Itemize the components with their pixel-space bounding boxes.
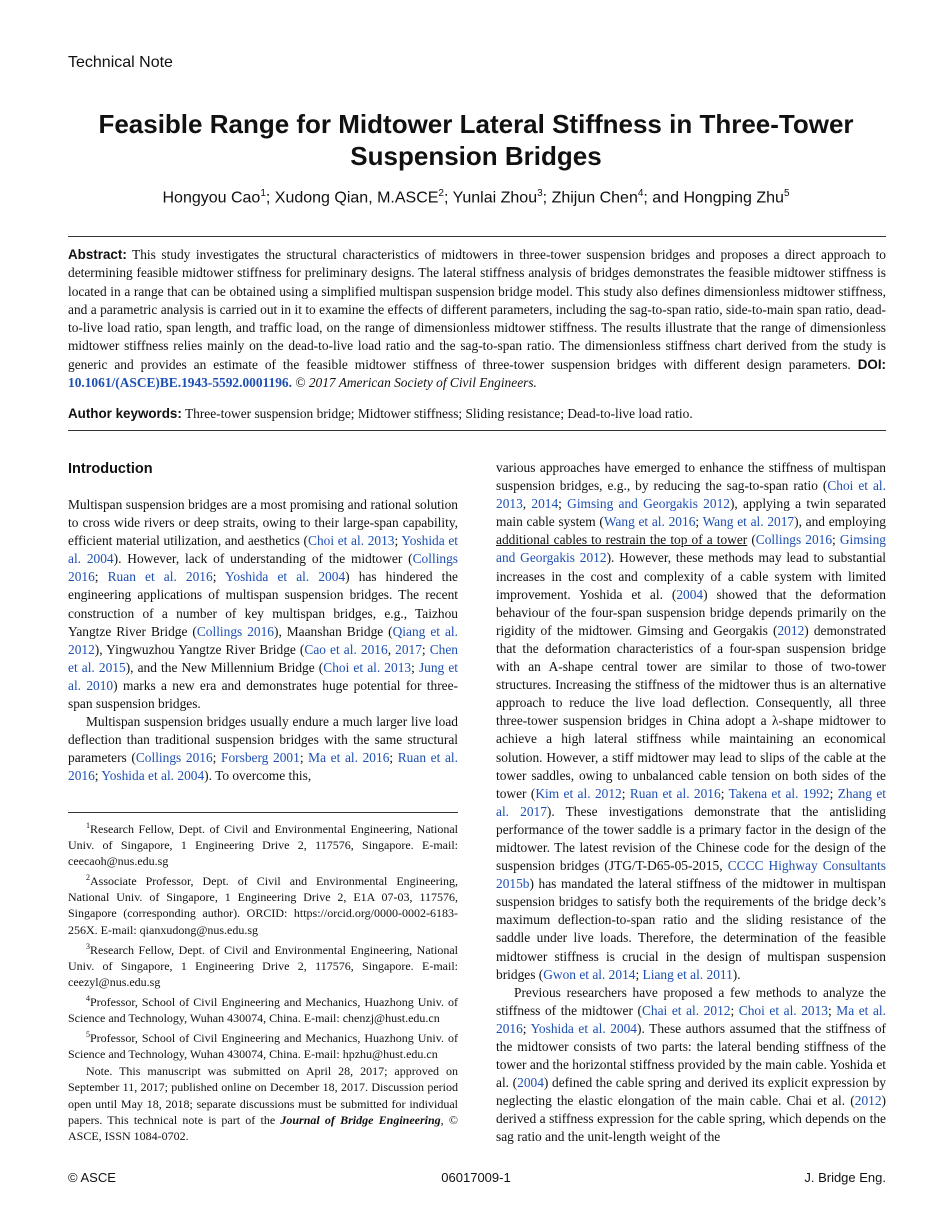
section-heading-introduction: Introduction [68,461,153,477]
body-text: ) has hindered the engineering applications of multispan suspension bridges. The recent construction of a number of key multispan bridges, e.g., Taizhou Yangtze River Bridge ( [68,569,459,639]
footer-page-id: 06017009-1 [441,1170,511,1185]
body-text: ). To overcome this, [204,768,312,784]
body-text: ; [421,641,430,657]
body-text: ; [411,659,419,675]
citation-link[interactable]: Gimsing and Georgakis 2012 [496,532,886,566]
author-name: Hongping Zhu [683,189,784,207]
author-affiliation-marker: 1 [260,188,266,199]
body-text: ; [621,785,630,801]
body-text: Previous researchers have proposed a few methods to analyze the stiffness of the midtower ( [496,984,886,1018]
citation-link[interactable]: 2012 [854,1093,882,1109]
citation-link[interactable]: Collings 2016 [755,532,833,548]
author-separator: ; [542,189,552,207]
body-text: ). However, these methods may lead to substantial increases in the cost and complexity of a cable system with limited improvement. Yoshida et al. ( [496,550,886,602]
citation-link[interactable]: Ma et al. 2016 [308,750,390,766]
body-text: ). However, lack of understanding of the midtower ( [113,551,413,567]
citation-link[interactable]: Yoshida et al. 2004 [68,533,459,567]
author-separator: ; and [643,189,684,207]
citation-link[interactable]: Choi et al. 2013 [323,659,412,675]
doi-link[interactable]: 10.1061/(ASCE)BE.1943-5592.0001196. [68,375,292,391]
affiliation-footnote [68,1027,458,1062]
body-text: ; [394,533,402,549]
body-text: ; [389,750,398,766]
footnote-text: Professor, School of Civil Engineering and Mechanics, Huazhong Univ. of Science and Technology, Wuhan 430074, China. E-mail: chenzj@hust.edu.cn [68,994,458,1026]
footnote-text: Research Fellow, Dept. of Civil and Environmental Engineering, National Univ. of Singapore, 1 Engineering Drive 2, 117576, Singapore. E-mail: ceecaoh@nus.edu.sg [68,822,458,869]
intro-paragraph-2 [68,713,458,785]
body-text: ; [212,569,226,585]
citation-link[interactable]: Yoshida et al. 2004 [225,569,346,585]
body-text: ; [212,750,222,766]
citation-link[interactable]: Ruan et al. 2016 [107,569,213,585]
author-keywords [68,405,886,423]
body-text: ). These investigations demonstrate that the antisliding performance of the tower saddle is a primary factor in the design of the midtower. The latest revision of the Chinese code for the design of the suspension bridges (JTG/T-D65-05-2015, [496,803,886,874]
keywords-bottom-divider [68,430,886,431]
body-text: ; [94,569,108,585]
footnote-marker: 5 [86,1030,90,1040]
citation-link[interactable]: 2014 [531,496,559,512]
footer-publisher: © ASCE [68,1170,116,1185]
abstract-top-divider [68,236,886,237]
body-text: ) defined the cable spring and derived its explicit expression by neglecting the elastic elongation of the main cable. Chai et al. ( [496,1075,886,1109]
right-paragraph-2 [496,984,886,1147]
citation-link[interactable]: Jung et al. 2010 [68,659,459,693]
citation-link[interactable]: Chen et al. 2015 [68,641,458,675]
keywords-label: Author keywords: [68,406,182,421]
citation-link[interactable]: Wang et al. 2017 [702,514,795,530]
author-name: Zhijun Chen [551,189,638,207]
body-text: ; [832,532,840,548]
citation-link[interactable]: Chai et al. 2012 [641,1002,731,1018]
author-list [40,188,912,207]
abstract-text: This study investigates the structural characteristics of midtowers in three-tower suspension bridges and proposes a direct approach to determining feasible midtower stiffness for preliminary designs. The lateral stiffness analysis of bridges demonstrates the feasible midtower stiffness is located in a range that can be obtained using a simplified multispan suspension bridge model. This study also defines dimensionless midtower stiffness, and a parametric analysis is carried out in it to examine the effects of different parameters, including the sag-to-span ratio, side-to-main span ratio, dead-to-live load ratio, span length, and traffic load, on the range of dimensionless midtower stiffness. The results illustrate that the range of dimensionless midtower stiffness relies mainly on the dead-to-live load ratio and the sag-to-span ratio. The dimensionless stiffness chart derived from the study is generic and provides an estimate of the feasible midtower stiffness of three-tower suspension bridges with different design parameters. [68,247,886,372]
body-text: ) derived a stiffness expression for the cable spring, which depends on the sag ratio and the unit-length weight of the [496,1093,886,1145]
body-text: additional cables to restrain the top of a tower [496,532,748,548]
manuscript-note [68,1063,458,1143]
body-text: ), and the New Millennium Bridge ( [125,659,324,675]
footnote-text: Associate Professor, Dept. of Civil and Environmental Engineering, National Univ. of Singapore, 1 Engineering Drive 2, E1A 07-03, 117576, Singapore (corresponding author). ORCID: https://orcid.org/0000-0002-6183-256X. E-mail: qianxudong@nus.edu.sg [68,874,458,937]
citation-link[interactable]: Ruan et al. 2016 [629,785,721,801]
affiliation-footnote [68,818,458,869]
citation-link[interactable]: Collings 2016 [68,551,459,585]
citation-link[interactable]: Qiang et al. 2012 [68,623,458,657]
citation-link[interactable]: 2004 [517,1075,544,1091]
body-text: ; [299,750,309,766]
citation-link[interactable]: 2012 [777,622,805,638]
footnote-marker: 2 [86,873,90,883]
citation-link[interactable]: Collings 2016 [196,623,274,639]
citation-link[interactable]: Kim et al. 2012 [535,785,622,801]
footnote-divider [68,812,458,813]
manuscript-note-tail: , © ASCE, ISSN 1084-0702. [68,1112,458,1143]
right-paragraph-1 [496,459,886,984]
author-separator: ; [265,189,275,207]
keywords-text: Three-tower suspension bridge; Midtower stiffness; Sliding resistance; Dead-to-live load ratio. [184,406,693,421]
author-separator: ; [443,189,453,207]
citation-link[interactable]: CCCC Highway Consultants 2015b [496,858,886,892]
footnote-marker: 4 [86,993,90,1003]
body-text: ), applying a twin separated main cable system ( [496,496,886,530]
affiliation-footnote [68,939,458,990]
citation-link[interactable]: Takena et al. 1992 [728,785,830,801]
footnote-text: Professor, School of Civil Engineering and Mechanics, Huazhong Univ. of Science and Technology, Wuhan 430074, China. E-mail: hpzhu@hust.edu.cn [68,1031,458,1062]
citation-link[interactable]: Choi et al. 2013 [308,533,395,549]
body-text: Multispan suspension bridges usually endure a much larger live load deflection than traditional suspension bridges with the same structural parameters ( [68,714,458,766]
body-text: ), Maanshan Bridge ( [273,623,393,639]
copyright-notice: © 2017 American Society of Civil Engineers. [295,375,537,391]
body-text: ; [94,768,102,784]
affiliation-footnote [68,991,458,1026]
article-type-label: Technical Note [68,54,173,71]
intro-paragraph-1 [68,496,458,713]
body-text: ). These authors assumed that the stiffness of the midtower consists of two parts: the lateral bending stiffness of the tower and the horizontal stiffness provided by the main cable. Yoshida et al. ( [496,1020,886,1091]
body-text: ; [720,785,729,801]
citation-link[interactable]: Forsberg 2001 [221,750,300,766]
citation-link[interactable]: Choi et al. 2013 [496,478,886,512]
body-text: ; [730,1002,739,1018]
doi-label: DOI: [857,356,886,372]
affiliation-footnote [68,870,458,937]
citation-link[interactable]: Gimsing and Georgakis 2012 [567,496,730,512]
author-affiliation-marker: 4 [637,188,644,199]
abstract-label: Abstract: [68,247,127,262]
citation-link[interactable]: Ma et al. 2016 [496,1002,886,1036]
body-text: ), Yingwuzhou Yangtze River Bridge ( [94,641,305,657]
journal-name: Journal of Bridge Engineering [280,1112,441,1127]
body-text: ) demonstrated that the deformation characteristics of a four-span suspension bridge with an A-shape central tower are similar to those of two-tower structures. Increasing the stiffness of the midtower thus is an alternative approach to reduce the live load deflection. Consequently, all three three-tower suspension bridges in China adopt a λ-shape midtower to achieve a high lateral stiffness while maintaining an economical solution. However, a stiff midtower may lead to slips of the cable at the tower saddles, owing to unbalanced cable tension on both sides of the tower ( [496,622,886,801]
body-text: ; [558,496,568,512]
citation-link[interactable]: Gwon et al. 2014 [543,966,636,982]
footnote-marker: 1 [86,821,90,830]
author-name: Yunlai Zhou [452,189,538,207]
author-affiliation-marker: 5 [783,188,790,199]
body-text: ; [522,1020,531,1036]
body-text: ( [747,532,756,548]
footnote-text: Research Fellow, Dept. of Civil and Environmental Engineering, National Univ. of Singapore, 1 Engineering Drive 2, 117576, Singapore. E-mail: ceezyl@nus.edu.sg [68,942,458,989]
body-text: ; [695,514,703,530]
body-text: ). [732,966,741,982]
body-text: ; [829,785,838,801]
manuscript-note-text: Note. This manuscript was submitted on April 28, 2017; approved on September 11, 2017; published online on December 18, 2017. Discussion period open until May 18, 2018; separate discussions must be submitted for individual papers. This technical note is part of the [68,1064,458,1127]
author-name: Xudong Qian, M.ASCE [274,189,439,207]
body-text: , [387,641,396,657]
paper-title: Feasible Range for Midtower Lateral Stiffness in Three-Tower Suspension Bridges [98,109,854,171]
left-column [68,496,458,786]
body-text: various approaches have emerged to enhance the stiffness of multispan suspension bridges, e.g., by reducing the sag-to-span ratio ( [496,460,886,494]
citation-link[interactable]: Yoshida et al. 2004 [530,1020,638,1036]
author-name: Hongyou Cao [162,189,261,207]
body-text: ) has mandated the lateral stiffness of the midtower in multispan suspension bridges to satisfy both the requirements of the bridge deck’s maximum deflection-to-span ratio and the sliding resistance of the saddle under live loads. Therefore, the determination of the feasible midtower stiffness is crucial in the design of multispan suspension bridges ( [496,876,886,982]
body-text: ) marks a new era and demonstrates huge potential for three-span suspension bridges. [68,677,459,712]
body-text: , [522,496,532,512]
citation-link[interactable]: Liang et al. 2011 [642,966,733,982]
footnotes [68,818,458,1145]
citation-link[interactable]: Yoshida et al. 2004 [101,768,205,784]
footnote-marker: 3 [86,941,90,951]
citation-link[interactable]: Ruan et al. 2016 [68,750,458,784]
abstract [68,246,886,392]
citation-link[interactable]: 2004 [676,586,704,602]
citation-link[interactable]: Wang et al. 2016 [603,514,696,530]
body-text: ; [635,966,643,982]
body-text: ), and employing [794,514,886,530]
citation-link[interactable]: 2017 [395,641,422,657]
citation-link[interactable]: Cao et al. 2016 [304,641,388,657]
citation-link[interactable]: Collings 2016 [135,750,213,766]
citation-link[interactable]: Zhang et al. 2017 [496,785,886,819]
body-text: ) showed that the deformation behaviour of the four-span suspension bridge depends primarily on the rigidity of the midtower. Gimsing and Georgakis ( [496,586,886,638]
author-affiliation-marker: 3 [537,188,543,199]
footer-journal: J. Bridge Eng. [804,1170,886,1185]
right-column [496,459,886,1147]
author-affiliation-marker: 2 [438,188,444,199]
body-text: ; [828,1002,837,1018]
citation-link[interactable]: Choi et al. 2013 [738,1002,828,1018]
body-text: Multispan suspension bridges are a most promising and rational solution to cross wide rivers or deep straits, owing to their large-span capability, efficient material utilization, and aesthetics ( [68,497,458,549]
